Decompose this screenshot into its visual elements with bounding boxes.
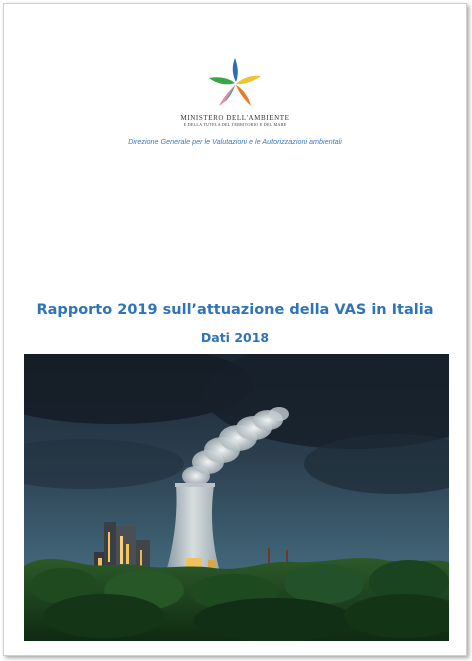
star-logo-icon xyxy=(205,56,265,110)
cooling-tower-photo xyxy=(24,354,449,641)
cover-photo xyxy=(24,354,449,641)
ministry-subtitle: E DELLA TUTELA DEL TERRITORIO E DEL MARE xyxy=(183,122,287,127)
directorate-name: Direzione Generale per le Valutazioni e le Autorizzazioni ambientali xyxy=(128,137,342,146)
document-title: Rapporto 2019 sull’attuazione della VAS in Italia xyxy=(36,302,434,318)
document-page xyxy=(3,3,467,656)
ministry-header xyxy=(4,56,466,146)
document-subtitle: Dati 2018 xyxy=(200,330,270,345)
ministry-name: MINISTERO DELL'AMBIENTE xyxy=(180,114,290,122)
